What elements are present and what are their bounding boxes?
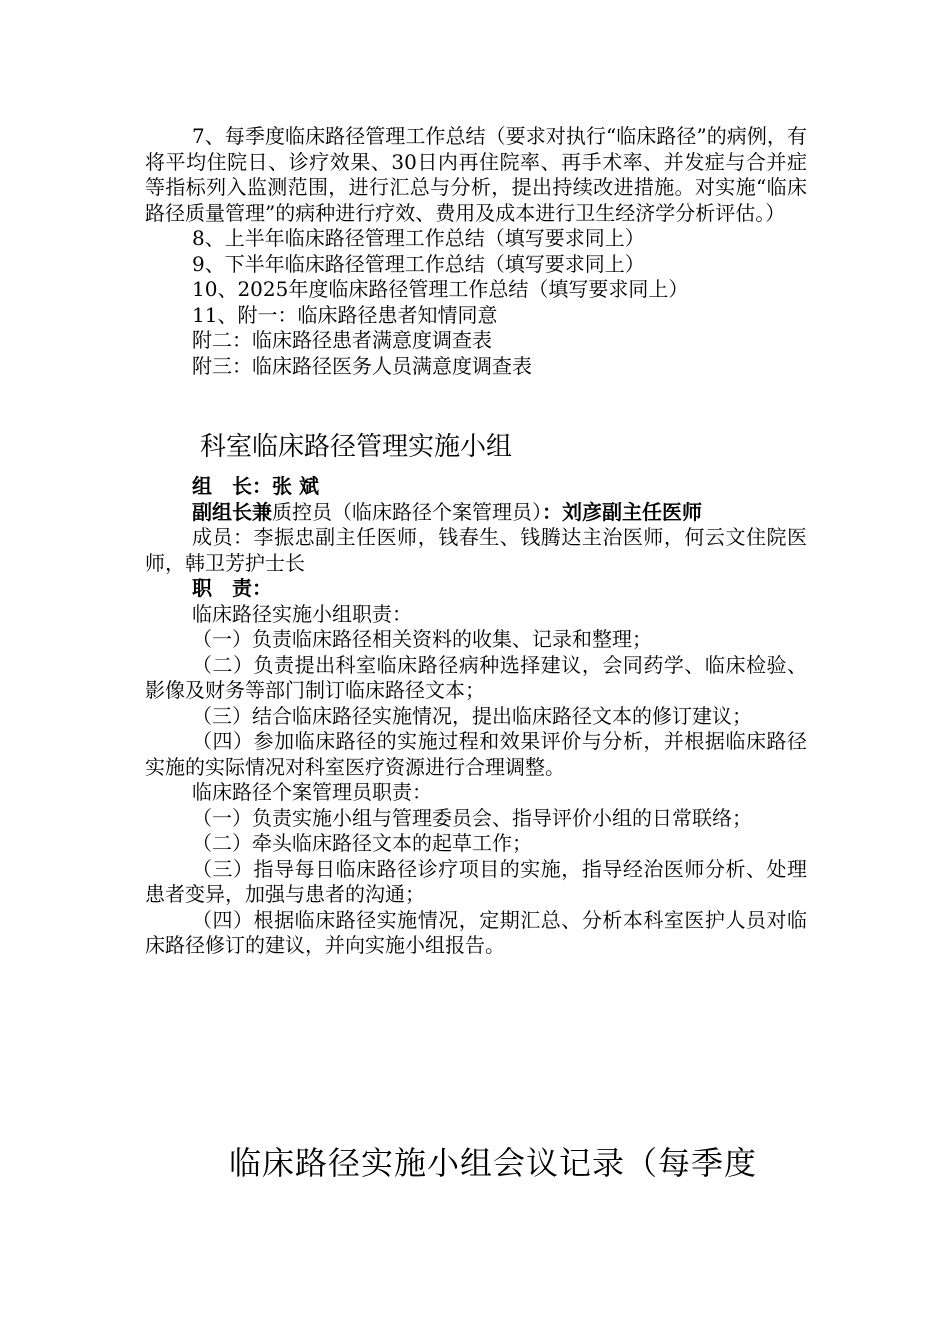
deputy-role: 质控员（临床路径个案管理员）	[272, 499, 542, 524]
team-duty-item: （一）负责临床路径相关资料的收集、记录和整理；	[192, 627, 652, 651]
manager-duty-item: （二）牵头临床路径文本的起草工作；	[192, 831, 532, 855]
team-duties-heading: 临床路径实施小组职责：	[192, 601, 412, 626]
list-item: 附二：临床路径患者满意度调查表	[192, 328, 492, 352]
duties-heading: 职 责：	[192, 576, 272, 600]
meeting-title: 临床路径实施小组会议记录（每季度	[229, 1144, 758, 1182]
list-item: 附三：临床路径医务人员满意度调查表	[192, 353, 532, 378]
team-duty-item: （二）负责提出科室临床路径病种选择建议，会同药学、临床检验、影像及财务等部门制订临床路径文本；	[145, 652, 807, 702]
list-item: 8、上半年临床路径管理工作总结（填写要求同上）	[192, 226, 645, 250]
manager-duty-item: （三）指导每日临床路径诊疗项目的实施，指导经治医师分析、处理患者变异，加强与患者的沟通；	[145, 856, 807, 906]
list-item: 10、2025年度临床路径管理工作总结（填写要求同上）	[192, 277, 689, 301]
team-duty-item: （三）结合临床路径实施情况，提出临床路径文本的修订建议；	[192, 703, 752, 728]
list-item: 7、每季度临床路径管理工作总结（要求对执行“临床路径”的病例，有将平均住院日、诊疗效果、30日内再住院率、再手术率、并发症与合并症等指标列入监测范围，进行汇总与分析，提出持续改进措施。对实施“临床路径质量管理”的病种进行疗效、费用及成本进行卫生经济学分析评估。）	[145, 124, 807, 225]
list-item: 9、下半年临床路径管理工作总结（填写要求同上）	[192, 251, 645, 276]
list-item: 11、附一：临床路径患者知情同意	[192, 302, 498, 327]
manager-duty-item: （一）负责实施小组与管理委员会、指导评价小组的日常联络；	[192, 805, 752, 830]
group-section	[145, 474, 807, 959]
team-duty-item: （四）参加临床路径的实施过程和效果评价与分析，并根据临床路径实施的实际情况对科室医疗资源进行合理调整。	[145, 729, 807, 779]
deputy-label: 副组长兼	[192, 499, 272, 524]
group-leader: 组 长：张 斌	[192, 474, 319, 498]
group-deputy	[145, 500, 807, 526]
manager-duty-item: （四）根据临床路径实施情况，定期汇总、分析本科室医护人员对临床路径修订的建议，并向实施小组报告。	[145, 907, 807, 957]
group-members: 成员：李振忠副主任医师，钱春生、钱腾达主治医师，何云文住院医师，韩卫芳护士长	[145, 525, 807, 575]
group-title: 科室临床路径管理实施小组	[200, 432, 513, 462]
work-summary-list	[145, 124, 807, 379]
deputy-name: ：刘彦副主任医师	[542, 499, 702, 524]
manager-duties-heading: 临床路径个案管理员职责：	[192, 780, 432, 804]
